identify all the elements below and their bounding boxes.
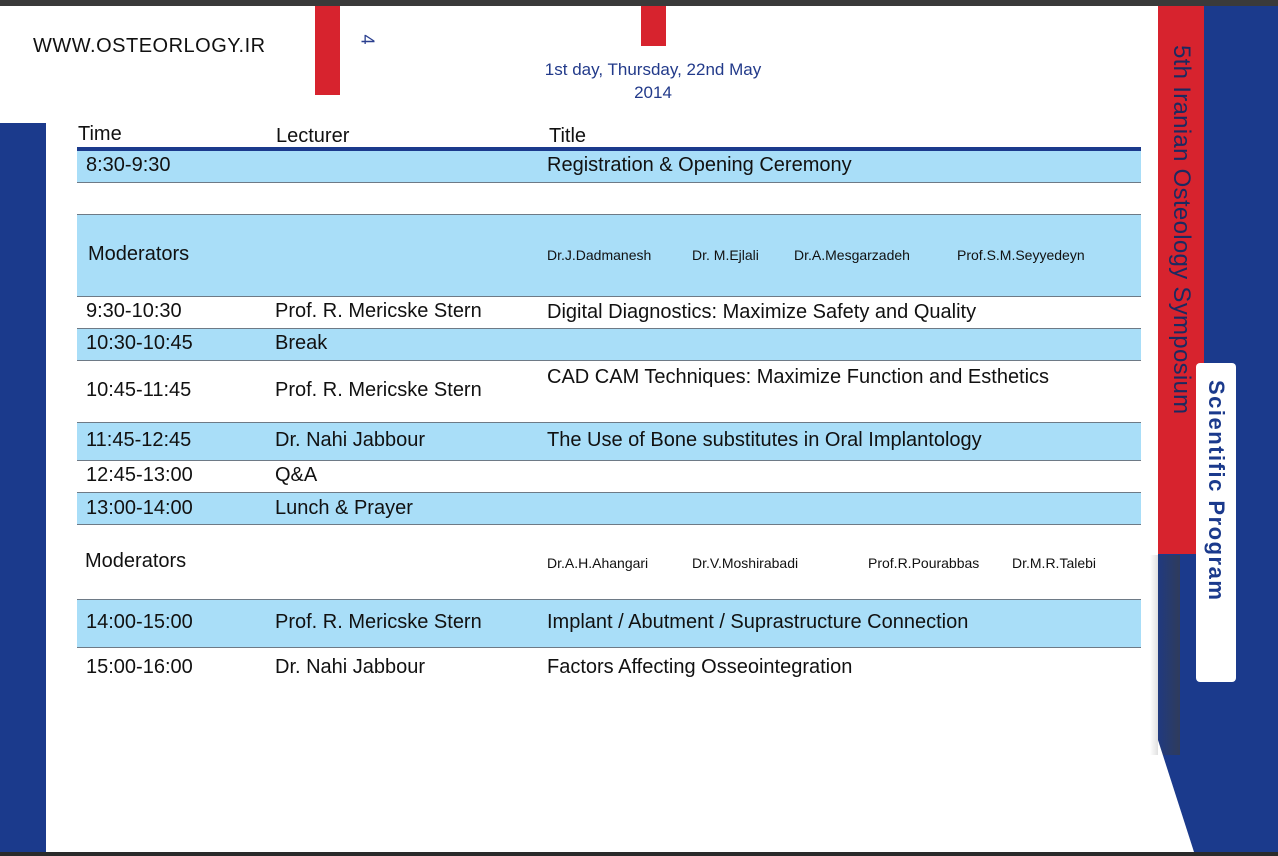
column-header-title: Title <box>549 125 587 147</box>
table-row <box>77 329 1141 361</box>
top-border <box>0 0 1278 6</box>
moderator-name: Dr.A.Mesgarzadeh <box>794 247 910 263</box>
website-url[interactable]: WWW.OSTEORLOGY.IR <box>33 35 266 57</box>
row-time: 15:00-16:00 <box>86 656 193 678</box>
schedule-table <box>77 118 1141 678</box>
day-heading <box>500 58 806 104</box>
symposium-title: 5th Iranian Osteology Symposium <box>1168 45 1195 415</box>
row-time: 10:45-11:45 <box>86 379 192 401</box>
moderator-name: Dr. M.Ejlali <box>692 247 759 263</box>
table-row <box>77 600 1141 648</box>
red-bookmark-left <box>315 6 340 95</box>
row-title: Digital Diagnostics: Maximize Safety and Quality <box>547 301 977 323</box>
row-time: 9:30-10:30 <box>86 300 182 322</box>
row-lecturer: Q&A <box>275 464 318 486</box>
table-row <box>77 493 1141 525</box>
row-time: 14:00-15:00 <box>86 611 193 633</box>
table-row <box>77 461 1141 493</box>
moderator-name: Dr.A.H.Ahangari <box>547 555 649 571</box>
moderators-label: Moderators <box>88 243 190 265</box>
moderator-name: Dr.V.Moshirabadi <box>692 555 799 571</box>
table-row <box>77 423 1141 461</box>
moderator-name: Prof.S.M.Seyyedeyn <box>957 247 1085 263</box>
table-row <box>77 297 1141 329</box>
row-time: 10:30-10:45 <box>86 332 193 354</box>
left-band-tip <box>0 820 46 852</box>
moderators-row <box>77 215 1141 297</box>
row-title: Implant / Abutment / Suprastructure Connection <box>547 611 969 633</box>
page-number: 4 <box>357 34 378 45</box>
row-time: 13:00-14:00 <box>86 497 193 519</box>
right-corner-cut <box>1158 740 1194 852</box>
moderator-name: Dr.M.R.Talebi <box>1012 555 1097 571</box>
row-title: Factors Affecting Osseointegration <box>547 656 853 678</box>
table-row <box>77 648 1141 688</box>
bottom-border <box>0 852 1278 856</box>
red-bookmark-center <box>641 6 666 46</box>
moderator-name: Prof.R.Pourabbas <box>868 555 980 571</box>
row-lecturer: Prof. R. Mericske Stern <box>275 611 482 633</box>
right-shadow <box>1150 555 1180 755</box>
table-row <box>77 361 1141 423</box>
left-navy-band <box>0 123 46 852</box>
moderator-name: Dr.J.Dadmanesh <box>547 247 652 263</box>
moderators-label: Moderators <box>85 550 187 572</box>
moderators-row <box>77 525 1141 600</box>
day-heading-line-2: 2014 <box>634 83 672 102</box>
table-header <box>77 118 1141 150</box>
column-header-time: Time <box>78 123 122 145</box>
row-lecturer: Dr. Nahi Jabbour <box>275 656 426 678</box>
row-lecturer: Break <box>275 332 328 354</box>
row-time: 11:45-12:45 <box>86 429 192 451</box>
section-tab-label[interactable]: Scientific Program <box>1204 380 1229 602</box>
row-lecturer: Prof. R. Mericske Stern <box>275 300 482 322</box>
row-lecturer: Prof. R. Mericske Stern <box>275 379 482 401</box>
row-title: The Use of Bone substitutes in Oral Implantology <box>547 429 982 451</box>
row-time: 12:45-13:00 <box>86 464 193 486</box>
column-header-lecturer: Lecturer <box>276 125 350 147</box>
row-lecturer: Lunch & Prayer <box>275 497 413 519</box>
row-time: 8:30-9:30 <box>86 154 171 176</box>
day-heading-line-1: 1st day, Thursday, 22nd May <box>544 60 762 79</box>
row-title: CAD CAM Techniques: Maximize Function and Esthetics <box>547 366 1050 388</box>
row-title: Registration & Opening Ceremony <box>547 154 852 176</box>
row-lecturer: Dr. Nahi Jabbour <box>275 429 426 451</box>
table-row <box>77 151 1141 183</box>
